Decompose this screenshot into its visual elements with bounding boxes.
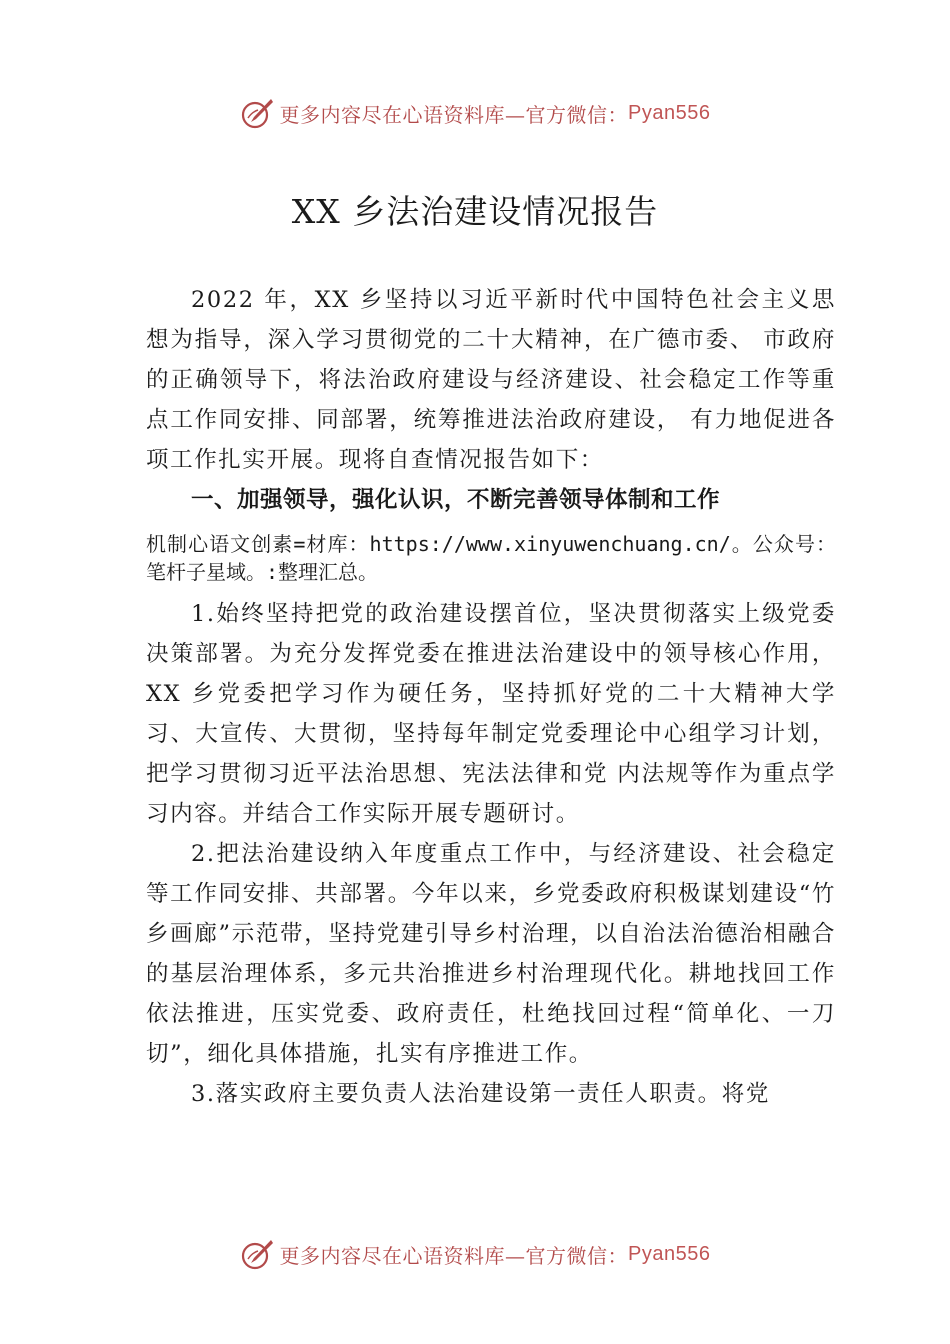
- source-note: 机制心语文创素=材库：https://www.xinyuwenchuang.cn/。公众号：笔杆子星域。:整理汇总。: [146, 532, 836, 584]
- intro-paragraph: 2022 年，XX 乡坚持以习近平新时代中国特色社会主义思想为指导，深入学习贯彻党的二十大精神，在广德市委、 市政府的正确领导下，将法治政府建设与经济建设、社会稳定工作等重点工作同安排、同部署，统筹推进法治政府建设， 有力地促进各项工作扎实开展。现将自查情况报告如下：: [146, 287, 836, 473]
- paragraph-item-3: 3.落实政府主要负责人法治建设第一责任人职责。将党: [191, 1081, 770, 1107]
- document-body: [146, 280, 836, 1114]
- footer-banner: [0, 1237, 950, 1271]
- banner-contact: Pyan556: [628, 1242, 711, 1265]
- banner-text: 更多内容尽在心语资料库—官方微信：: [279, 102, 629, 127]
- header-banner: [0, 96, 950, 130]
- document-title: XX 乡法治建设情况报告: [291, 192, 659, 231]
- quill-pen-icon: [240, 1237, 274, 1271]
- paragraph-item-2: 2.把法治建设纳入年度重点工作中，与经济建设、社会稳定等工作同安排、共部署。今年以来，乡党委政府积极谋划建设“竹乡画廊”示范带，坚持党建引导乡村治理，以自治法治德治相融合的基层治理体系，多元共治推进乡村治理现代化。耕地找回工作依法推进，压实党委、政府责任，杜绝找回过程“简单化、一刀切”，细化具体措施，扎实有序推进工作。: [146, 841, 836, 1067]
- quill-pen-icon: [240, 96, 274, 130]
- paragraph-item-1: 1.始终坚持把党的政治建设摆首位，坚决贯彻落实上级党委决策部署。为充分发挥党委在推进法治建设中的领导核心作用，XX 乡党委把学习作为硬任务，坚持抓好党的二十大精神大学习、大宣传、大贯彻，坚持每年制定党委理论中心组学习计划，把学习贯彻习近平法治思想、宪法法律和党 内法规等作为重点学习内容。并结合工作实际开展专题研讨。: [146, 601, 836, 827]
- section-heading: 一、加强领导，强化认识，不断完善领导体制和工作: [191, 487, 721, 512]
- banner-contact: Pyan556: [628, 101, 711, 124]
- banner-text: 更多内容尽在心语资料库—官方微信：: [279, 1243, 629, 1268]
